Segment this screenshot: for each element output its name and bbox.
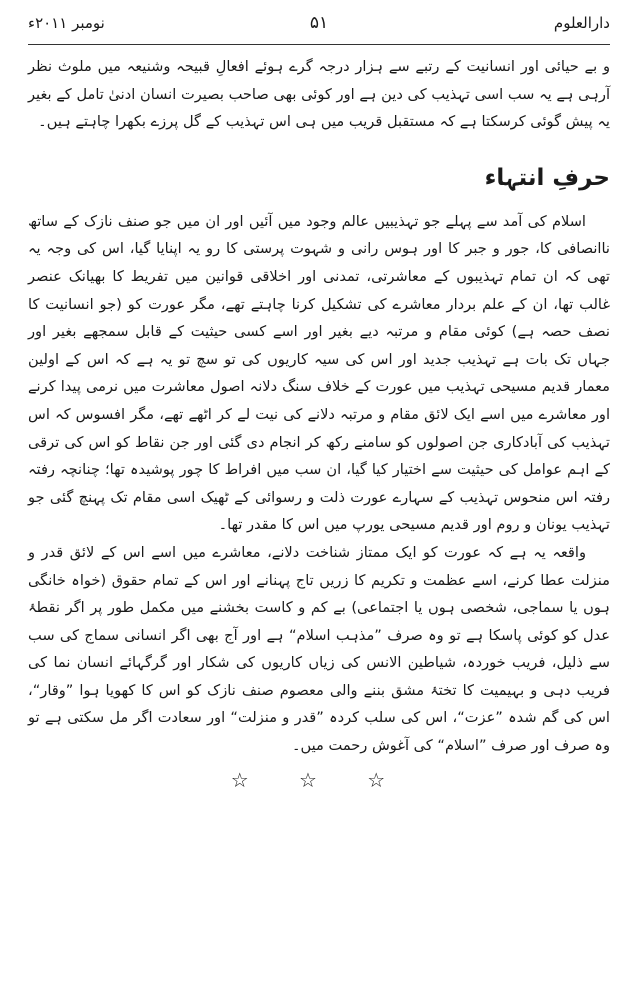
running-header [28, 8, 610, 45]
body-paragraph: واقعہ یہ ہے کہ عورت کو ایک ممتاز شناخت دلانے، معاشرے میں اسے اس کے لائق قدر و منزلت عطا کرنے، اسے عظمت و تکریم کا زریں تاج پہنانے اور اس کے تمام حقوق (خواہ خانگی ہوں یا سماجی، شخصی ہوں یا اجتماعی) بے کم و کاست بخشنے میں مکمل طور پر اگر نقطۂ عدل کو کوئی پاسکا ہے تو وہ صرف ”مذہب اسلام“ ہے اور آج بھی اگر انسانی سماج کی سب سے ذلیل، فریب خوردہ، شیاطین الانس کی زیاں کاریوں کی شکار اور گرگہائے انسان نما کی فریب دہی و بہیمیت کا تختۂ مشق بننے والی معصوم صنف نازک کو اس کا کھویا ہوا ”وقار“، اس کی گم شدہ ”عزت“، اس کی سلب کردہ ”قدر و منزلت“ اور سعادت اگر مل سکتی ہے تو وہ صرف اور صرف ”اسلام“ کی آغوش رحمت میں۔ [28, 543, 610, 755]
issue-date: نومبر ۲۰۱۱ء [28, 14, 105, 32]
body-paragraph: اسلام کی آمد سے پہلے جو تہذیبیں عالم وجود میں آئیں اور ان میں جو صنف نازک کے ساتھ ناانصافی کا، جور و جبر کا اور ہوس رانی و شہوت پرستی کا رو یہ اپنایا گیا، اس کی وجہ یہ تھی کہ ان تمام تہذیبوں کے معاشرتی، تمدنی اور اخلاقی قوانین میں تفریط کا بھیانک عنصر غالب تھا، ان کے علم بردار معاشرے کی تشکیل کرنا چاہتے تھے، مگر عورت کو (جو انسانیت کا نصف حصہ ہے) کوئی مقام و مرتبہ دیے بغیر اور اسے کسی حیثیت کے قابل سمجھے بغیر اور جہاں تک بات ہے تہذیب جدید اور اس کی سیہ کاریوں کی تو سچ تو یہ ہے کہ اس کے اولین معمار قدیم مسیحی تہذیب میں عورت کے خلاف سنگ دلانہ اصول معاشرت میں نرمی پیدا کرنے اور معاشرے میں اسے ایک لائق مقام و مرتبہ دلانے کی نیت لے کر اٹھے تھے، مگر افسوس کہ اس تہذیب کی آبادکاری جن اصولوں کو سامنے رکھ کر انجام دی گئی اور جن نقاط کو اس کی ترقی کے اہم عوامل کی حیثیت سے اختیار کیا گیا، ان سب میں افراط کا چور پوشیدہ تھا؛ چنانچہ رفتہ رفتہ اس منحوس تہذیب کے سہارے عورت ذلت و رسوائی کے ٹھیک اسی مقام تک پہنچ گئی جو تہذیب یونان و روم اور قدیم مسیحی یورپ میں اس کا مقدر تھا۔ [28, 212, 610, 534]
page [28, 8, 610, 978]
section-title: حرفِ انتہاء [484, 164, 610, 191]
intro-paragraph: و بے حیائی اور انسانیت کے رتبے سے ہزار درجہ گرے ہوئے افعالِ قبیحہ وشنیعہ میں ملوث نظر آرہی ہے یہ سب اسی تہذیب کی دین ہے اور کوئی بھی صاحب بصیرت انسان ادنیٰ تامل کے بغیر یہ پیش گوئی کرسکتا ہے کہ مستقبل قریب میں ہی اس تہذیب کے گل پرزے بکھرا چاہتے ہیں۔ [28, 58, 610, 131]
page-number: ۵۱ [309, 13, 329, 33]
end-stars: ☆ ☆ ☆ [230, 767, 408, 792]
journal-name: دارالعلوم [553, 14, 610, 32]
